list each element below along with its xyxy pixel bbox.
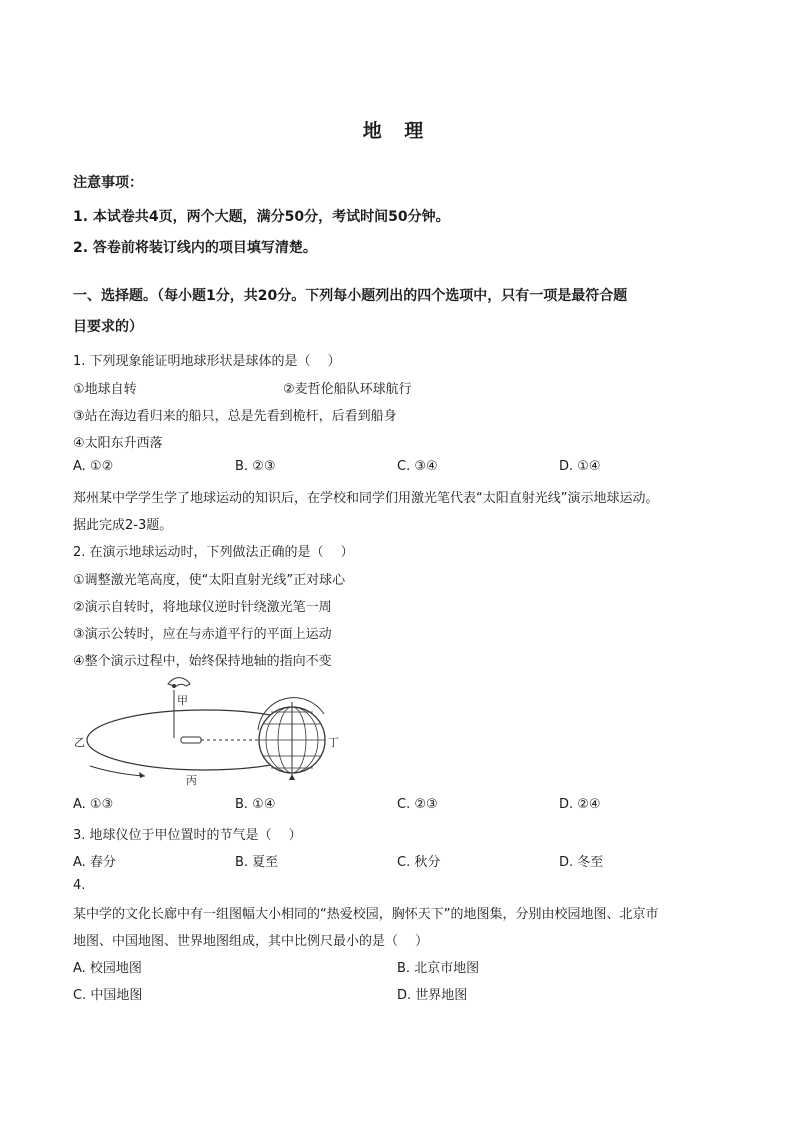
section-heading-cont: 目要求的） [73,319,143,335]
question-4-number: 4. [73,878,86,893]
question-1-statement-1: ①地球自转 [73,382,137,397]
question-4-stem-cont: 地图、中国地图、世界地图组成，其中比例尺最小的是（ ） [73,934,429,949]
label-yi: 乙 [74,736,85,749]
question-1-option-d[interactable]: D. ①④ [559,459,601,474]
question-2-option-a[interactable]: A. ①③ [73,797,114,812]
question-2-statement-4: ④整个演示过程中，始终保持地轴的指向不变 [73,654,332,669]
question-4-stem: 某中学的文化长廊中有一组图幅大小相同的“热爱校园，胸怀天下”的地图集，分别由校园地图、北京市 [73,907,659,922]
question-4-option-a[interactable]: A. 校园地图 [73,961,142,976]
question-1-statement-2: ②麦哲伦船队环球航行 [283,382,412,397]
hand-icon [168,678,190,687]
question-3-option-c[interactable]: C. 秋分 [397,855,441,870]
question-3-option-d[interactable]: D. 冬至 [559,855,604,870]
direction-arrow [90,766,145,776]
question-2-stem: 2. 在演示地球运动时，下列做法正确的是（ ） [73,545,354,560]
question-3-option-a[interactable]: A. 春分 [73,855,116,870]
label-bing: 丙 [186,774,197,787]
question-2-option-c[interactable]: C. ②③ [397,797,438,812]
question-3-option-b[interactable]: B. 夏至 [235,855,279,870]
laser-pointer [181,737,201,743]
section-heading: 一、选择题。（每小题1分，共20分。下列每小题列出的四个选项中，只有一项是最符合题 [73,288,628,304]
context-text: 郑州某中学学生学了地球运动的知识后，在学校和同学们用激光笔代表“太阳直射光线”演示地球运动。 [73,491,659,506]
notice-heading: 注意事项： [73,175,143,191]
question-2-statement-1: ①调整激光笔高度，使“太阳直射光线”正对球心 [73,573,346,588]
page-title: 地 理 [362,120,432,142]
question-4-option-c[interactable]: C. 中国地图 [73,988,143,1003]
question-2-option-b[interactable]: B. ①④ [235,797,276,812]
earth-orbit-figure [70,672,350,792]
question-1-option-c[interactable]: C. ③④ [397,459,438,474]
question-4-option-d[interactable]: D. 世界地图 [397,988,468,1003]
question-1-option-a[interactable]: A. ①② [73,459,114,474]
question-1-statement-3: ③站在海边看归来的船只，总是先看到桅杆，后看到船身 [73,409,397,424]
question-3-stem: 3. 地球仪位于甲位置时的节气是（ ） [73,828,302,843]
question-1-stem: 1. 下列现象能证明地球形状是球体的是（ ） [73,354,341,369]
label-ding: 丁 [328,736,339,749]
context-text-cont: 据此完成2-3题。 [73,518,173,533]
question-4-option-b[interactable]: B. 北京市地图 [397,961,480,976]
question-2-statement-3: ③演示公转时，应在与赤道平行的平面上运动 [73,627,332,642]
notice-item-1: 1. 本试卷共4页，两个大题，满分50分，考试时间50分钟。 [73,209,450,225]
notice-item-2: 2. 答卷前将装订线内的项目填写清楚。 [73,240,317,256]
label-jia: 甲 [177,694,188,707]
question-2-option-d[interactable]: D. ②④ [559,797,601,812]
globe-icon [258,698,325,780]
question-1-statement-4: ④太阳东升西落 [73,436,163,451]
question-1-option-b[interactable]: B. ②③ [235,459,276,474]
question-2-statement-2: ②演示自转时，将地球仪逆时针绕激光笔一周 [73,600,332,615]
